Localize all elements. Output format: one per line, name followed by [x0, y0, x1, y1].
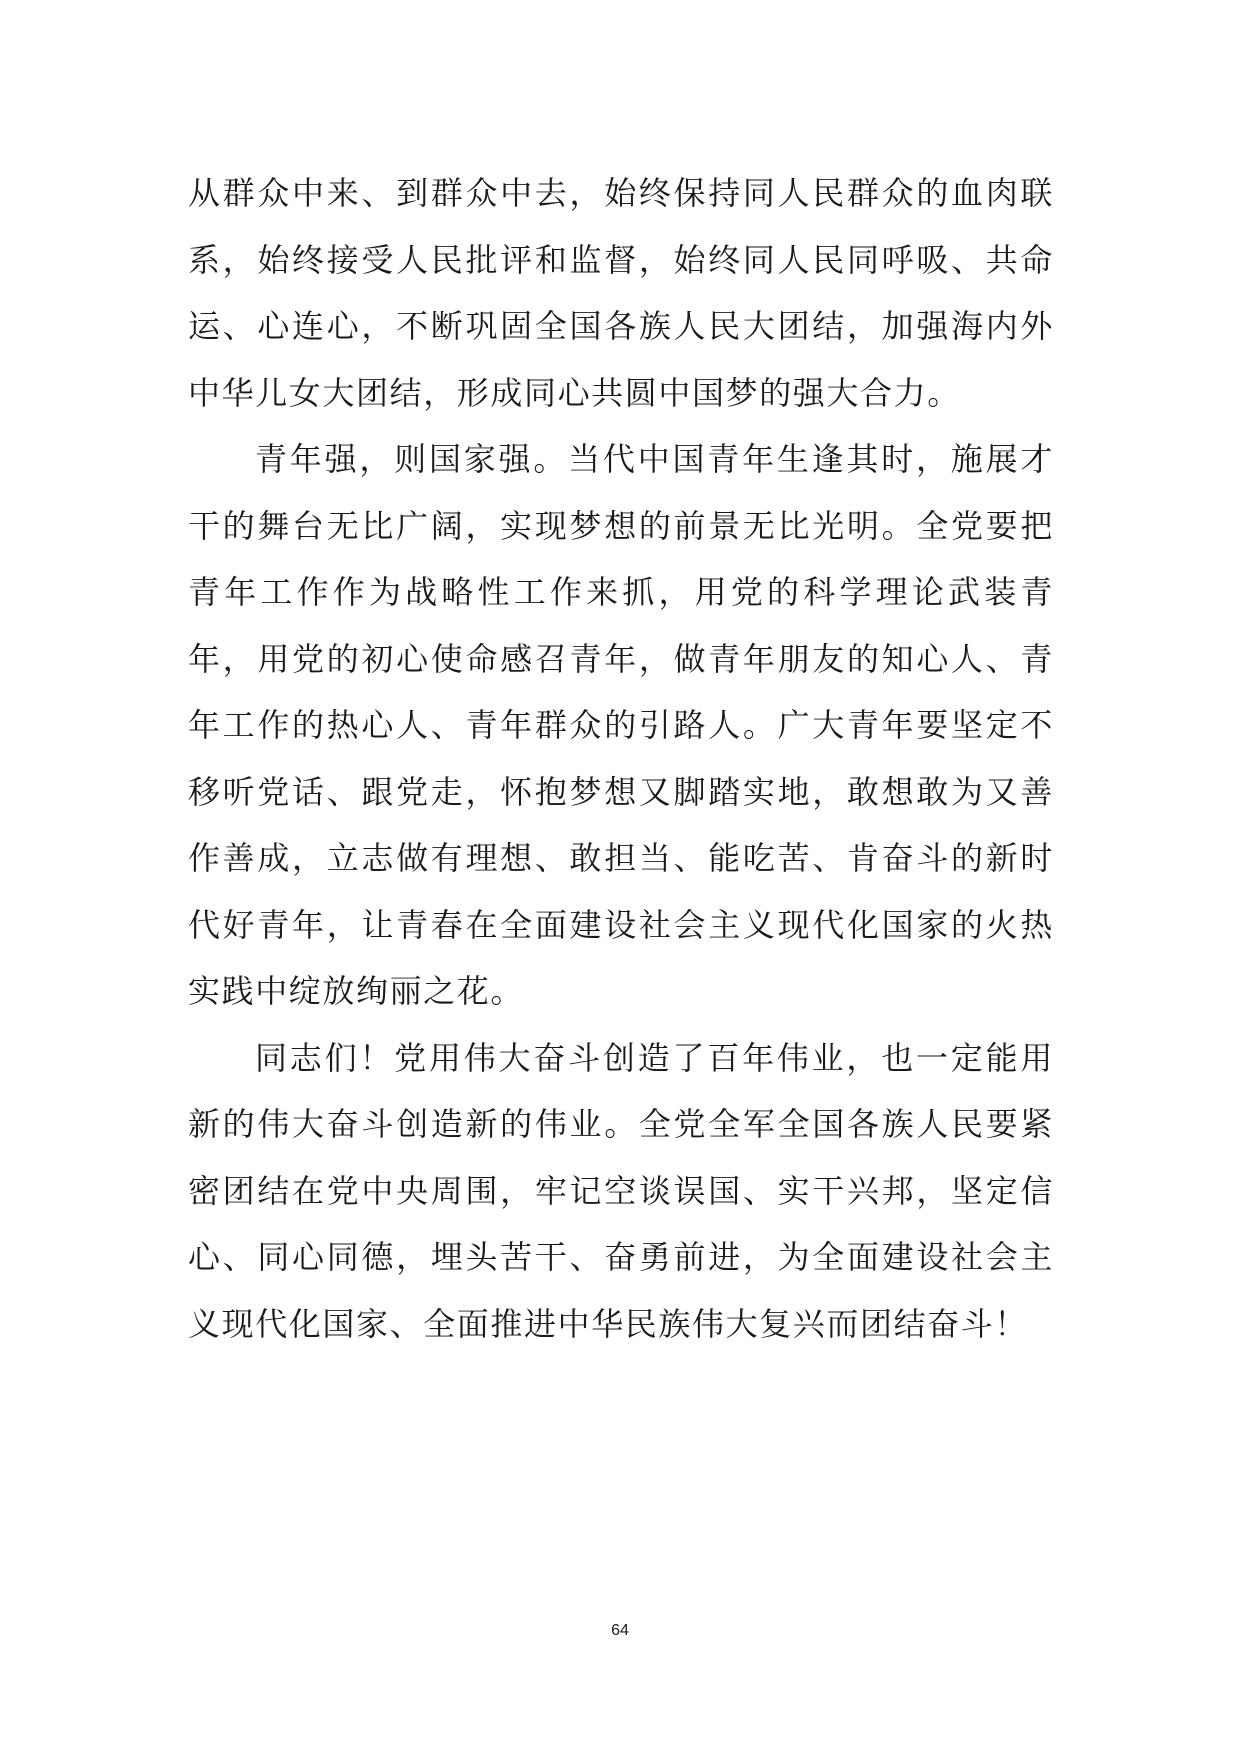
- page-number: 64: [611, 1622, 629, 1639]
- body-text: [188, 160, 1054, 1357]
- paragraph-continued: 从群众中来、到群众中去，始终保持同人民群众的血肉联系，始终接受人民批评和监督，始终同人民同呼吸、共命运、心连心，不断巩固全国各族人民大团结，加强海内外中华儿女大团结，形成同心共圆中国梦的强大合力。: [188, 174, 1054, 412]
- paragraph-closing: 同志们！党用伟大奋斗创造了百年伟业，也一定能用新的伟大奋斗创造新的伟业。全党全军全国各族人民要紧密团结在党中央周围，牢记空谈误国、实干兴邦，坚定信心、同心同德，埋头苦干、奋勇前进，为全面建设社会主义现代化国家、全面推进中华民族伟大复兴而团结奋斗！: [188, 1038, 1054, 1343]
- paragraph-youth: 青年强，则国家强。当代中国青年生逢其时，施展才干的舞台无比广阔，实现梦想的前景无比光明。全党要把青年工作作为战略性工作来抓，用党的科学理论武装青年，用党的初心使命感召青年，做青年朋友的知心人、青年工作的热心人、青年群众的引路人。广大青年要坚定不移听党话、跟党走，怀抱梦想又脚踏实地，敢想敢为又善作善成，立志做有理想、敢担当、能吃苦、肯奋斗的新时代好青年，让青春在全面建设社会主义现代化国家的火热实践中绽放绚丽之花。: [188, 440, 1054, 1010]
